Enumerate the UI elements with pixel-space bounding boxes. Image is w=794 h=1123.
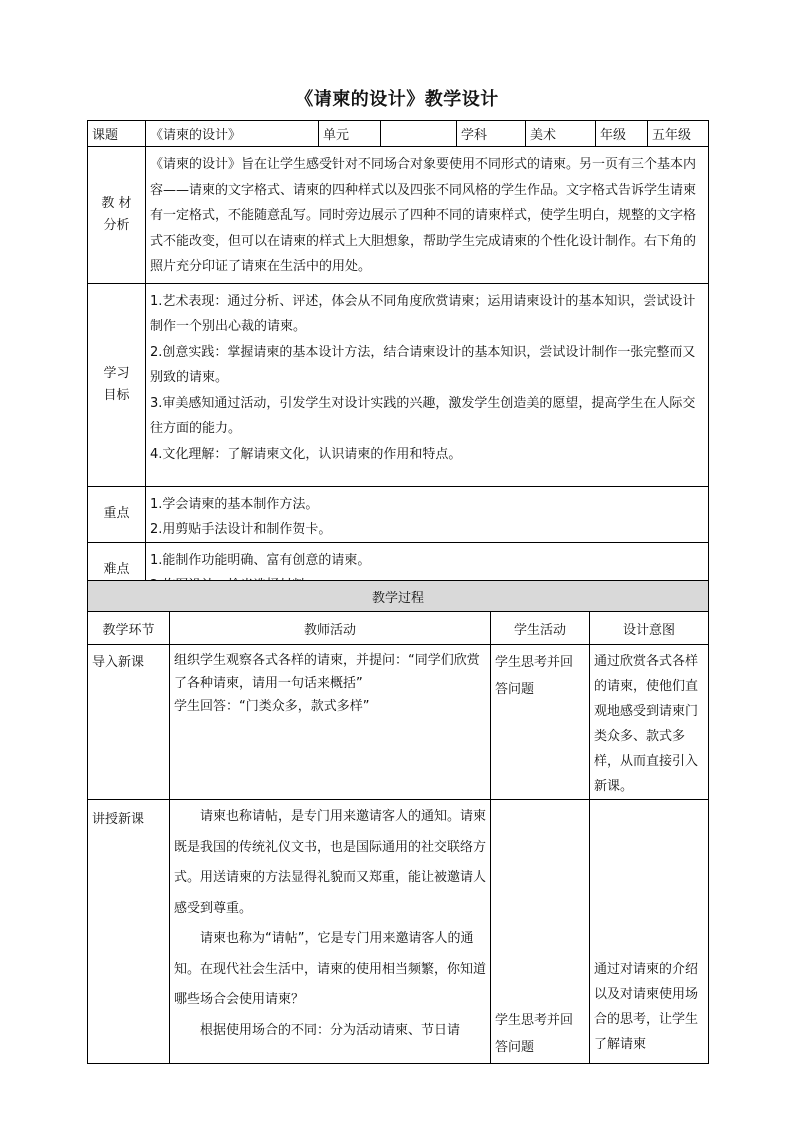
stage-cell: 导入新课 bbox=[88, 645, 170, 800]
analysis-label: 教 材 分析 bbox=[88, 147, 146, 284]
column-header: 学生活动 bbox=[491, 612, 590, 645]
goals-label: 学习 目标 bbox=[88, 283, 146, 486]
key-points-list bbox=[146, 486, 709, 542]
student-activity: 学生思考并回答问题 bbox=[491, 800, 590, 1064]
goal-item: 3.审美感知通过活动，引发学生对设计实践的兴趣，激发学生创造美的愿望，提高学生在人际交往方面的能力。 bbox=[150, 395, 696, 436]
process-header: 教学过程 bbox=[88, 581, 709, 612]
key-point-item: 2.用剪贴手法设计和制作贺卡。 bbox=[150, 521, 332, 537]
goal-item: 4.文化理解：了解请柬文化，认识请柬的作用和特点。 bbox=[150, 446, 462, 462]
unit-value bbox=[381, 121, 457, 147]
analysis-text: 《请柬的设计》旨在让学生感受针对不同场合对象要使用不同形式的请柬。另一页有三个基本内容——请柬的文字格式、请柬的四种样式以及四张不同风格的学生作品。文字格式告诉学生请柬有一定格式，不能随意乱写。同时旁边展示了四种不同的请柬样式，使学生明白，规整的文字格式不能改变，但可以在请柬的样式上大胆想象，帮助学生完成请柬的个性化设计制作。右下角的照片充分印证了请柬在生活中的用处。 bbox=[146, 147, 709, 284]
key-points-label: 重点 bbox=[88, 486, 146, 542]
grade-value: 五年级 bbox=[648, 121, 709, 147]
teacher-activity bbox=[170, 645, 491, 800]
difficulty-item: 1.能制作功能明确、富有创意的请柬。 bbox=[150, 552, 371, 568]
label-topic: 课题 bbox=[88, 121, 146, 147]
label-subject: 学科 bbox=[457, 121, 526, 147]
goal-item: 1.艺术表现：通过分析、评述，体会从不同角度欣赏请柬；运用请柬设计的基本知识，尝试设计制作一个别出心裁的请柬。 bbox=[150, 293, 696, 334]
page-title: 《请柬的设计》教学设计 bbox=[295, 89, 499, 110]
subject-value: 美术 bbox=[526, 121, 596, 147]
process-table bbox=[87, 580, 709, 1064]
label-grade: 年级 bbox=[596, 121, 648, 147]
teacher-paragraph: 请柬也称为“请帖”，它是专门用来邀请客人的通知。在现代社会生活中，请柬的使用相当频繁，你知道哪些场合会使用请柬？ bbox=[174, 931, 487, 1007]
goal-item: 2.创意实践：掌握请柬的基本设计方法，结合请柬设计的基本知识，尝试设计制作一张完整而又别致的请柬。 bbox=[150, 344, 696, 385]
difficulties-label: 难点 bbox=[88, 542, 146, 598]
teacher-paragraph: 学生回答：“门类众多，款式多样” bbox=[174, 699, 370, 714]
column-header: 设计意图 bbox=[590, 612, 709, 645]
stage-cell: 讲授新课 bbox=[88, 800, 170, 1064]
key-point-item: 1.学会请柬的基本制作方法。 bbox=[150, 496, 319, 512]
teacher-paragraph: 根据使用场合的不同：分为活动请柬、节日请 bbox=[200, 1022, 461, 1038]
design-intent: 通过对请柬的介绍以及对请柬使用场合的思考，让学生了解请柬 bbox=[590, 800, 709, 1064]
teacher-paragraph: 组织学生观察各式各样的请柬，并提问：“同学们欣赏了各种请柬，请用一句话来概括” bbox=[174, 653, 480, 691]
label-unit: 单元 bbox=[319, 121, 381, 147]
column-header: 教学环节 bbox=[88, 612, 170, 645]
design-intent: 通过欣赏各式各样的请柬，使他们直观地感受到请柬门类众多、款式多样，从而直接引入新课。 bbox=[590, 645, 709, 800]
student-activity: 学生思考并回答问题 bbox=[491, 645, 590, 800]
goals-list bbox=[146, 283, 709, 486]
column-header: 教师活动 bbox=[170, 612, 491, 645]
teacher-activity bbox=[170, 800, 491, 1064]
info-table bbox=[87, 120, 709, 599]
topic-value: 《请柬的设计》 bbox=[146, 121, 319, 147]
teacher-paragraph: 请柬也称请帖，是专门用来邀请客人的通知。请柬既是我国的传统礼仪文书，也是国际通用的社交联络方式。用送请柬的方法显得礼貌而又郑重，能让被邀请人感受到尊重。 bbox=[174, 809, 487, 916]
